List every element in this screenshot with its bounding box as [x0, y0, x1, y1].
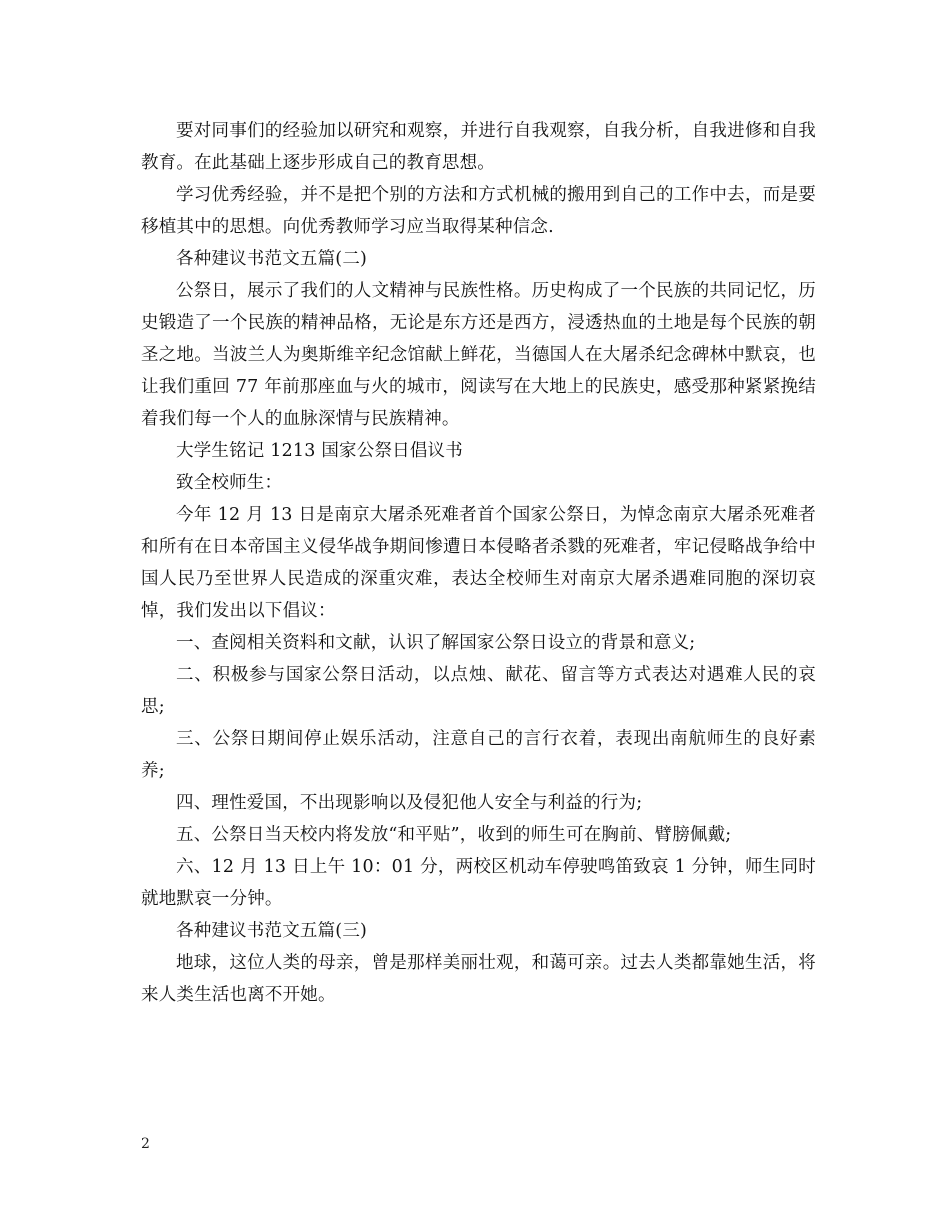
paragraph: 今年 12 月 13 日是南京大屠杀死难者首个国家公祭日，为悼念南京大屠杀死难者和所有在日本帝国主义侵华战争期间惨遭日本侵略者杀戮的死难者，牢记侵略战争给中国人民乃至世界人民造成的深重灾难，表达全校师生对南京大屠杀遇难同胞的深切哀悼，我们发出以下倡议： [141, 505, 816, 621]
list-item: 四、理性爱国，不出现影响以及侵犯他人安全与利益的行为; [176, 793, 643, 813]
paragraph: 要对同事们的经验加以研究和观察，并进行自我观察，自我分析，自我进修和自我教育。在此基础上逐步形成自己的教育思想。 [141, 121, 816, 173]
paragraph: 学习优秀经验，并不是把个别的方法和方式机械的搬用到自己的工作中去，而是要移植其中的思想。向优秀教师学习应当取得某种信念. [141, 185, 816, 237]
list-item: 六、12 月 13 日上午 10：01 分，两校区机动车停驶鸣笛致哀 1 分钟，师生同时就地默哀一分钟。 [141, 857, 816, 909]
section-heading: 大学生铭记 1213 国家公祭日倡议书 [176, 441, 463, 461]
page-number: 2 [141, 1136, 150, 1152]
list-item: 五、公祭日当天校内将发放“和平贴”，收到的师生可在胸前、臂膀佩戴; [176, 825, 732, 845]
list-item: 三、公祭日期间停止娱乐活动，注意自己的言行衣着，表现出南航师生的良好素养; [141, 729, 816, 781]
section-heading: 各种建议书范文五篇(二) [176, 249, 368, 269]
list-item: 一、查阅相关资料和文献，认识了解国家公祭日设立的背景和意义; [176, 633, 696, 653]
salutation: 致全校师生： [176, 473, 283, 493]
section-heading: 各种建议书范文五篇(三) [176, 921, 368, 941]
document-body [141, 115, 816, 1011]
list-item: 二、积极参与国家公祭日活动，以点烛、献花、留言等方式表达对遇难人民的哀思; [141, 665, 816, 717]
paragraph: 公祭日，展示了我们的人文精神与民族性格。历史构成了一个民族的共同记忆，历史锻造了一个民族的精神品格，无论是东方还是西方，浸透热血的土地是每个民族的朝圣之地。当波兰人为奥斯维辛纪念馆献上鲜花，当德国人在大屠杀纪念碑林中默哀，也让我们重回 77 年前那座血与火的城市，阅读写在大地上的民族史，感受那种紧紧挽结着我们每一个人的血脉深情与民族精神。 [141, 281, 817, 429]
paragraph: 地球，这位人类的母亲，曾是那样美丽壮观，和蔼可亲。过去人类都靠她生活，将来人类生活也离不开她。 [141, 953, 816, 1005]
